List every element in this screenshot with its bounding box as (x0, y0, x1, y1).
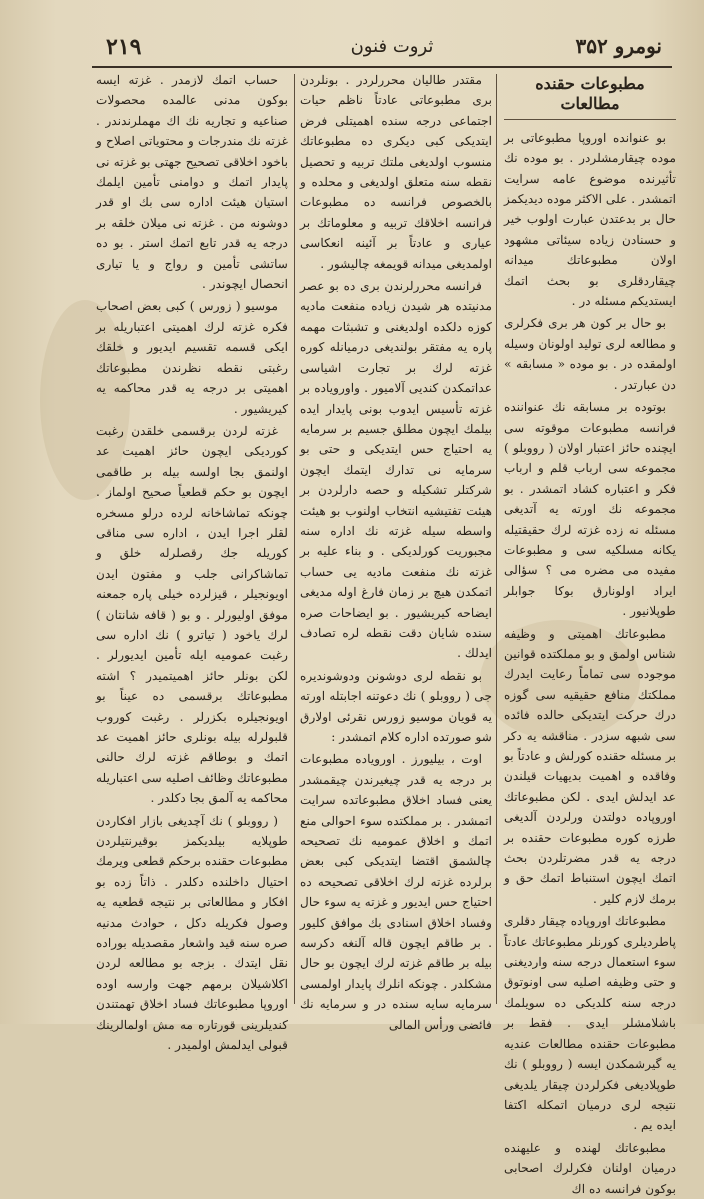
paragraph: مطبوعاتك لهنده و علیهنده درمیان اولنان فکرلرك اصحابی بوکون فرانسه ده اك (504, 1140, 676, 1196)
page-number: ۲۱۹ (106, 34, 142, 60)
paragraph: موسیو ( زورس ) کبی بعض اصحاب فکره غزته لرك اهمیتی اعتباریله بر ایکی قسمه تقسیم ایدیور و خلقك رغبتی نقطه نظرندن مطبوعاتك اهمیتی بر درجه یه قدر محاکمه یه کیریشیور . (96, 299, 288, 416)
column-divider (496, 74, 497, 1004)
paragraph: فرانسه محررلرندن بری ده بو عصر مدنیتده هر شیدن زیاده منفعت مادیه کوزه دلکده اولدیغنی و تشبثات مهمه پاره یه مفتقر بولندیغی درمیانله کوره غزته لرك بر تجارت اشیاسی عداتمکدن کندیی آلامیور . واورویاده بر غزته تأسیس ایدوب بونی پایدار ایده بیلمك ایچون مطلق جسیم بر سرمایه یه احتیاج حس ایتدیکی و حتی بو سرمایه نی تدارك ایتمك ایچون شرکتلر تشکیله و حصه دارلردن بر هیئت تفتیشیه انتخاب اولنوب بو هیئت واسطه سیله غزته نك اداره سنه مجبوریت کورلدیکی . و بناء علیه بر غزته نك منفعت مادیه یی حساب اتمکدن هیچ بر زمان فارغ اوله مدیغی ایضاحه کیریشیور . بو ایضاحات صره سنده شایان دقت نقطه لره تصادف ایدلك . (300, 279, 492, 661)
paragraph: مقتدر طالیان محررلردر . بونلردن بری مطبوعاتی عادتاً ناظم حیات اجتماعی درجه سنده اهمیتلی فرض ایتدیکی کبی دیکری ده مطبوعاتك منسوب اولدیغی ملتك تربیه و تحصیل نقطه سنه متعلق اولدیغی و محلده و بالخصوص فرانسه ده مطبوعات فرانسه اخلاقك تربیه و معلوماتك بر عیاری و عادتاً بر آئینه انعکاسی اولمدیغی میدانه قویمغه چالیشور . (300, 73, 492, 271)
page-header (92, 28, 672, 68)
issue-number: نومرو ۳۵۲ (575, 34, 662, 58)
column-left (96, 70, 288, 1053)
journal-title: ثروت فنون (350, 36, 434, 57)
paragraph: مطبوعاتك اوروپاده چیقار دقلری پاطردیلری کورنلر مطبوعاتك عادتاً سوء استعمال درجه سنه واردیغنی و حتی وظیفه اصلیه سی اونوتوق درجه سنه کلدیکی ده سویلمك باشلامشلر ایدی . فقط بر مطبوعات حقنده مطالعات عندیه یه گیرشمکدن ایسه ( رووبلو ) نك طوپلادیغی فکرلردن چیقار یلدیغی نتیجه لری درمیان اتمکله اکتفا ایده یم . (504, 914, 676, 1133)
paragraph: حساب اتمك لازمدر . غزته ایسه بوکون مدنی عالمده محصولات صناعیه و تجاریه نك اك مهملرندندر . غزته نك مندرجات و محتویاتی اصلاح و باخود اخلاقی تصحیح جهتی بو غزته نی پایدار اتمك و دوامنی تأمین ایلمك استیان هیئت اداره سی بك او قدر دوشونه من . غزته نی میلان خلقه بر درجه یه قدر تابع اتمك استر . بو ده ساتشی تأمین و رواج و یا تیاری انحصال ایچوندر . (96, 73, 288, 292)
column-right (504, 70, 676, 1196)
article-title: مطبوعات حقنده مطالعات (504, 74, 676, 120)
column-divider (294, 74, 295, 1004)
column-middle (300, 70, 492, 1032)
paragraph: غزته لردن برقسمی خلقدن رغبت کوردیکی ایچون حائز اهمیت عد اولنمق بجا اولسه بیله بر طاقمی ایچون بو حکم قطعیاً صحیح اولماز . چونکه تماشاخانه لرده درلو مسخره لقلر اجرا ایدن ، اداره سی مناقی کوریله جك رقصلرله خلق و تماشاکرانی جلب و مفتون ایدن اویونجیلر ، قیزلرده خیلی پاره جمعنه موفق اولیورلر . و بو ( قافه شانتان ) لرك یاخود ( تیاترو ) نك اداره سی رغبت عمومیه ایله تأمین ایدیورلر . لکن بونلر حائز اهمیتمیدر ؟ اشته مطبوعاتك برقسمی ده عیناً بو اویونجیلره بکزرلر . رغبت کوروب قلبولرله بیله بونلری حائز اهمیت عد اتمك و بوطاقم غزته لرك حالنی مطبوعاتك وظائف اصلیه سی اعتباریله محاکمه یه آلمق بجا دکلدر . (96, 423, 288, 806)
text-columns (92, 70, 682, 1196)
paragraph: بو نقطه لری دوشونن ودوشوندیره جی ( رووبلو ) نك دعوتنه اجابتله اورته یه قویان موسیو زورس نقرئی اولارق شو صورتده اداره کلام اتمشدر : (300, 668, 492, 744)
paragraph: مطبوعاتك اهمیتی و وظیفه شناس اولمق و بو مملکتده قوانین موجوده سی تماماً رعایت ایدرك مملکتك منافع حقیقیه سی گوزه درك حرکت ایتدیکی حالده فائده سی شبهه سزدر . مناقشه یه دکر بر مسئله حقنده کورلش و عادتاً بو وفاقده و اهمیت بدیهیات قیلندن عد ایدلش ایدی . لکن مطبوعاتك اوروپاده دولتدن ورلردن آلدیغی طرزه کوره مطبوعات حقنده بر درجه یه قدر مضرتلردن بحث اتمك ایچون استنباط اتمك حق و برمك لازم کلیر . (504, 626, 676, 906)
paragraph: بو حال بر کون هر بری فکرلری و مطالعه لری تولید اولونان وسیله اولمقده در . بو موده « مسابقه » دن عبارتدر . (504, 316, 676, 392)
paragraph: بوتوده بر مسابقه نك عنواننده فرانسه مطبوعات موقوته سی ایچنده حائز اعتبار اولان ( رووبلو ) مجموعه سی ارباب قلم و ارباب فکر و اعتباره کشاد اتمشدر . بو مجموعه نك اورته یه آتدیغی مسئله نه زده غزته لرك حقیقتیله یکانه مسلکیه سی و مطبوعات مفیده می مضره می ؟ سؤالی ایراد اولونارق بوکا جوابلر طوپلانیور . (504, 400, 676, 619)
paragraph: بو عنوانده اوروپا مطبوعاتی بر موده چیقارمشلردر . بو موده نك تأثیرنده موضوع عامه سرایت اتمشدر . علی الاکثر موده دیدیکمز حال بر بدعتدن عبارت اولوب خیر و حسنادن زیاده سیئاتی مشهود اولان مطبوعاتك میدانه چیقاردقلری بو بحث اتمك ایستدیکم مسئله در . (504, 130, 676, 309)
paragraph: اوت ، بیلیورز . اورویاده مطبوعات بر درجه یه قدر چیغیرندن چیقمشدر یعنی فساد اخلاق مطبوعاتده سرایت اتمشدر . بر مملکتده سوء احوالی منع اتمك و اخلاق عمومیه نك تصحیحه چالشمق اقتضا ایتدیکی کبی بعض برلرده غزته لرك اخلاقی تصحیحه ده احتیاج حس ایدیور و غزته یه سوء حال وفساد اخلاق اسنادی بك موافق کلیور . بر طاقم ایچون قاله آلنغه دکرسه بیله بر طاقم غزته لرك ایچون بو حال مشکلدر . چونکه انلرك پایدار اولمسی سرمایه سایه سنده در و سرمایه نك فائضی ورأس المالی (300, 752, 492, 1032)
paragraph: ( رووبلو ) نك آچدیغی بازار افکاردن طوپلایه بیلدیکمز بوقیرنتیلردن مطبوعات حقنده برحکم قطعی ویرمك احتیال داخلنده دکلدر . ذاتاً زده بو افکار و مطالعاتی بر نتیجه قطعیه یه وصول فکریله دکل ، حوادث مدنیه صره سنه قید واشعار مقصدیله بوراده نقل ایتدك . بزجه بو مطالعه لردن اکلاشیلان برمهم جهت وارسه اوده اوروپا مطبوعاتك فساد اخلاق تهمتندن کندیلرینی قورتاره مه مش اولمالرینك قبولی ایدلمش اولمیدر . (96, 813, 288, 1053)
